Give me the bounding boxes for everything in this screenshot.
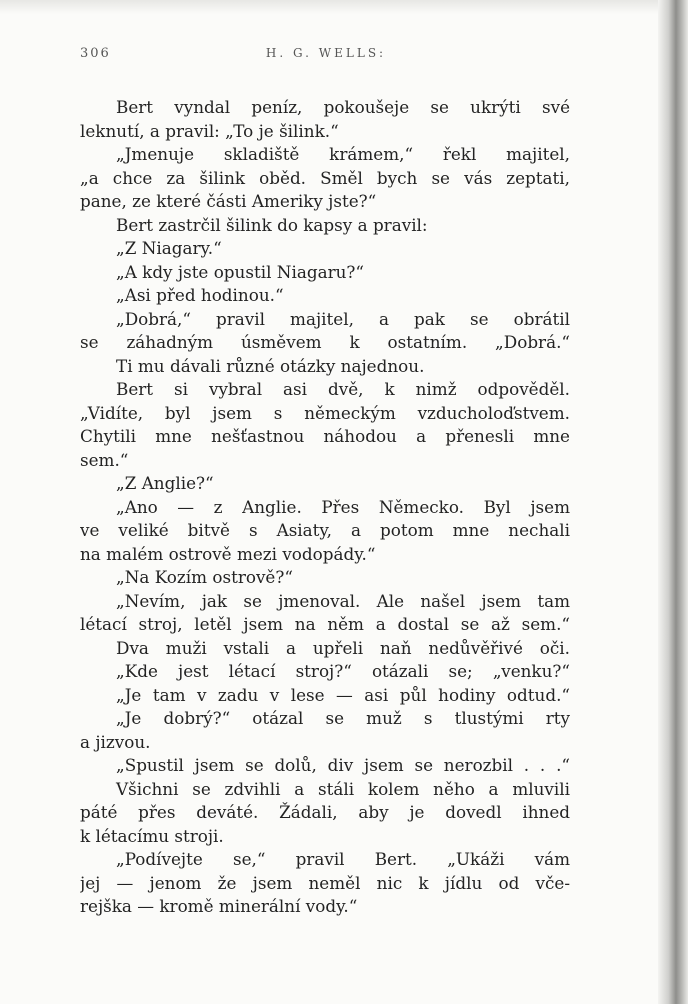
page-number: 306: [80, 46, 111, 61]
text-line: Všichni se zdvihli a stáli kolem něho a mluvili: [116, 778, 570, 799]
paragraph: [80, 660, 570, 684]
text-line: „Z Niagary.“: [116, 238, 222, 258]
text-line: Dva muži vstali a upřeli naň nedůvěřivé oči.: [116, 637, 570, 658]
text-line: rejška — kromě minerální vody.“: [80, 896, 358, 916]
text-line: „a chce za šilink oběd. Směl bych se vás zeptati,: [80, 167, 570, 188]
text-line: pane, ze které části Ameriky jste?“: [80, 191, 377, 211]
text-line: ve veliké bitvě s Asiaty, a potom mne nechali: [80, 520, 570, 540]
paragraph: [80, 96, 570, 143]
paragraph: [80, 472, 570, 496]
paragraph: [80, 496, 570, 567]
text-line: a jizvou.: [80, 731, 151, 752]
text-line: na malém ostrově mezi vodopády.“: [80, 543, 376, 564]
text-line: „Vidíte, byl jsem s německým vzducholoďstvem.: [80, 402, 570, 423]
paragraph: [80, 590, 570, 637]
paragraph: [80, 684, 570, 708]
text-line: „Je dobrý?“ otázal se muž s tlustými rty: [116, 708, 570, 728]
text-line: Bert si vybral asi dvě, k nimž odpověděl.: [116, 379, 570, 399]
paragraph: [80, 707, 570, 754]
text-line: „Asi před hodinou.“: [116, 285, 284, 305]
text-line: „Dobrá,“ pravil majitel, a pak se obrátil: [116, 308, 570, 329]
text-line: sem.“: [80, 449, 129, 470]
text-line: „Spustil jsem se dolů, div jsem se nerozbil . . .“: [116, 755, 570, 775]
text-line: „Je tam v zadu v lese — asi půl hodiny odtud.“: [116, 684, 570, 705]
text-line: Ti mu dávali různé otázky najednou.: [116, 355, 425, 376]
text-line: k létacímu stroji.: [80, 825, 224, 846]
text-line: Bert vyndal peníz, pokoušeje se ukrýti své: [116, 97, 570, 117]
text-line: leknutí, a pravil: „To je šilink.“: [80, 120, 339, 141]
text-line: „Na Kozím ostrově?“: [116, 567, 293, 587]
paragraph: [80, 754, 570, 778]
paragraph: [80, 214, 570, 238]
text-line: „Jmenuje skladiště krámem,“ řekl majitel,: [116, 144, 570, 164]
body-text: [80, 96, 570, 919]
paragraph: [80, 237, 570, 261]
paragraph: [80, 566, 570, 590]
text-line: „Z Anglie?“: [116, 473, 214, 493]
top-shadow: [0, 0, 688, 14]
text-line: se záhadným úsměvem k ostatním. „Dobrá.“: [80, 332, 570, 352]
paragraph: [80, 308, 570, 355]
text-line: létací stroj, letěl jsem na něm a dostal se až sem.“: [80, 614, 570, 634]
text-line: „Podívejte se,“ pravil Bert. „Ukáži vám: [116, 849, 570, 869]
text-line: „A kdy jste opustil Niagaru?“: [116, 261, 364, 282]
running-title: H. G. WELLS:: [265, 46, 387, 60]
paragraph: [80, 284, 570, 308]
paragraph: [80, 261, 570, 285]
text-line: páté přes deváté. Žádali, aby je dovedl ihned: [80, 802, 570, 822]
text-line: „Kde jest létací stroj?“ otázali se; „venku?“: [116, 661, 570, 681]
text-line: „Nevím, jak se jmenoval. Ale našel jsem tam: [116, 590, 570, 611]
paragraph: [80, 848, 570, 919]
paragraph: [80, 637, 570, 661]
text-line: jej — jenom že jsem neměl nic k jídlu od vče-: [80, 872, 570, 893]
running-header: [80, 40, 572, 66]
paragraph: [80, 143, 570, 214]
book-spine-shadow: [658, 0, 688, 1004]
text-line: Chytili mne nešťastnou náhodou a přenesli mne: [80, 426, 570, 446]
paragraph: [80, 355, 570, 379]
paragraph: [80, 378, 570, 472]
paragraph: [80, 778, 570, 849]
text-line: Bert zastrčil šilink do kapsy a pravil:: [116, 214, 428, 235]
text-line: „Ano — z Anglie. Přes Německo. Byl jsem: [116, 496, 570, 517]
